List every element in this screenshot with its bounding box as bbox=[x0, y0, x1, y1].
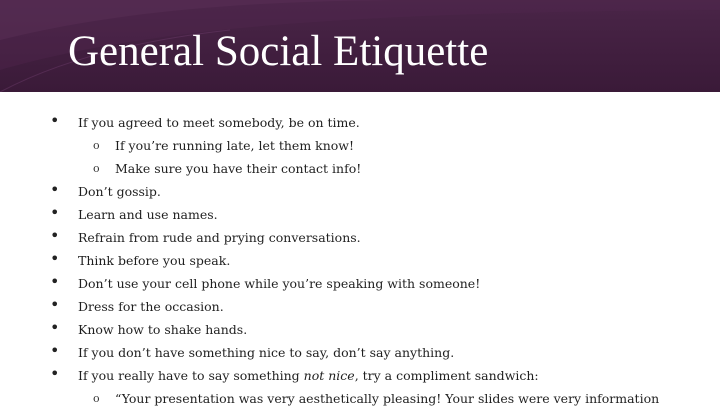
bullet-marker: • bbox=[50, 318, 60, 337]
sub-bullet-marker: o bbox=[93, 139, 100, 152]
list-item-text: Think before you speak. bbox=[78, 253, 231, 268]
bullet-marker: • bbox=[50, 111, 60, 130]
list-item bbox=[0, 226, 720, 249]
list-item-text: If you don’t have something nice to say, don’t say anything. bbox=[78, 345, 455, 360]
bullet-marker: • bbox=[50, 249, 60, 268]
list-item bbox=[0, 364, 720, 387]
sub-bullet-marker: o bbox=[93, 392, 100, 405]
list-item bbox=[0, 180, 720, 203]
list-item-text: Don’t use your cell phone while you’re speaking with someone! bbox=[78, 276, 481, 291]
sub-list-item bbox=[0, 134, 720, 157]
bullet-marker: • bbox=[50, 180, 60, 199]
list-item bbox=[0, 318, 720, 341]
bullet-marker: • bbox=[50, 226, 60, 245]
list-item-text: Dress for the occasion. bbox=[78, 299, 224, 314]
bullet-marker: • bbox=[50, 272, 60, 291]
list-item-text-before: If you really have to say something bbox=[78, 368, 304, 383]
list-item-text bbox=[78, 364, 539, 387]
list-item bbox=[0, 111, 720, 134]
sub-list-item-text: If you’re running late, let them know! bbox=[115, 138, 355, 153]
list-item bbox=[0, 272, 720, 295]
slide-header bbox=[0, 0, 720, 92]
sub-list-item bbox=[0, 157, 720, 180]
sub-list-item-text: Make sure you have their contact info! bbox=[115, 161, 362, 176]
list-item-text: Refrain from rude and prying conversations. bbox=[78, 230, 361, 245]
sub-list-item bbox=[0, 387, 720, 410]
bullet-marker: • bbox=[50, 295, 60, 314]
list-item-text: Learn and use names. bbox=[78, 207, 218, 222]
list-item-text-after: , try a compliment sandwich: bbox=[354, 368, 539, 383]
list-item-text: Know how to shake hands. bbox=[78, 322, 248, 337]
sub-list-item-text: “Your presentation was very aesthetically pleasing! Your slides were very information bbox=[115, 391, 660, 406]
bullet-list bbox=[0, 111, 720, 410]
bullet-marker: • bbox=[50, 364, 60, 383]
list-item bbox=[0, 341, 720, 364]
list-item bbox=[0, 203, 720, 226]
bullet-marker: • bbox=[50, 203, 60, 222]
slide-title: General Social Etiquette bbox=[68, 28, 489, 75]
emphasized-text: not nice bbox=[303, 368, 355, 383]
bullet-marker: • bbox=[50, 341, 60, 360]
list-item-text: Don’t gossip. bbox=[78, 184, 161, 199]
list-item-text: If you agreed to meet somebody, be on time. bbox=[78, 115, 360, 130]
sub-bullet-marker: o bbox=[93, 162, 100, 175]
list-item bbox=[0, 249, 720, 272]
list-item bbox=[0, 295, 720, 318]
